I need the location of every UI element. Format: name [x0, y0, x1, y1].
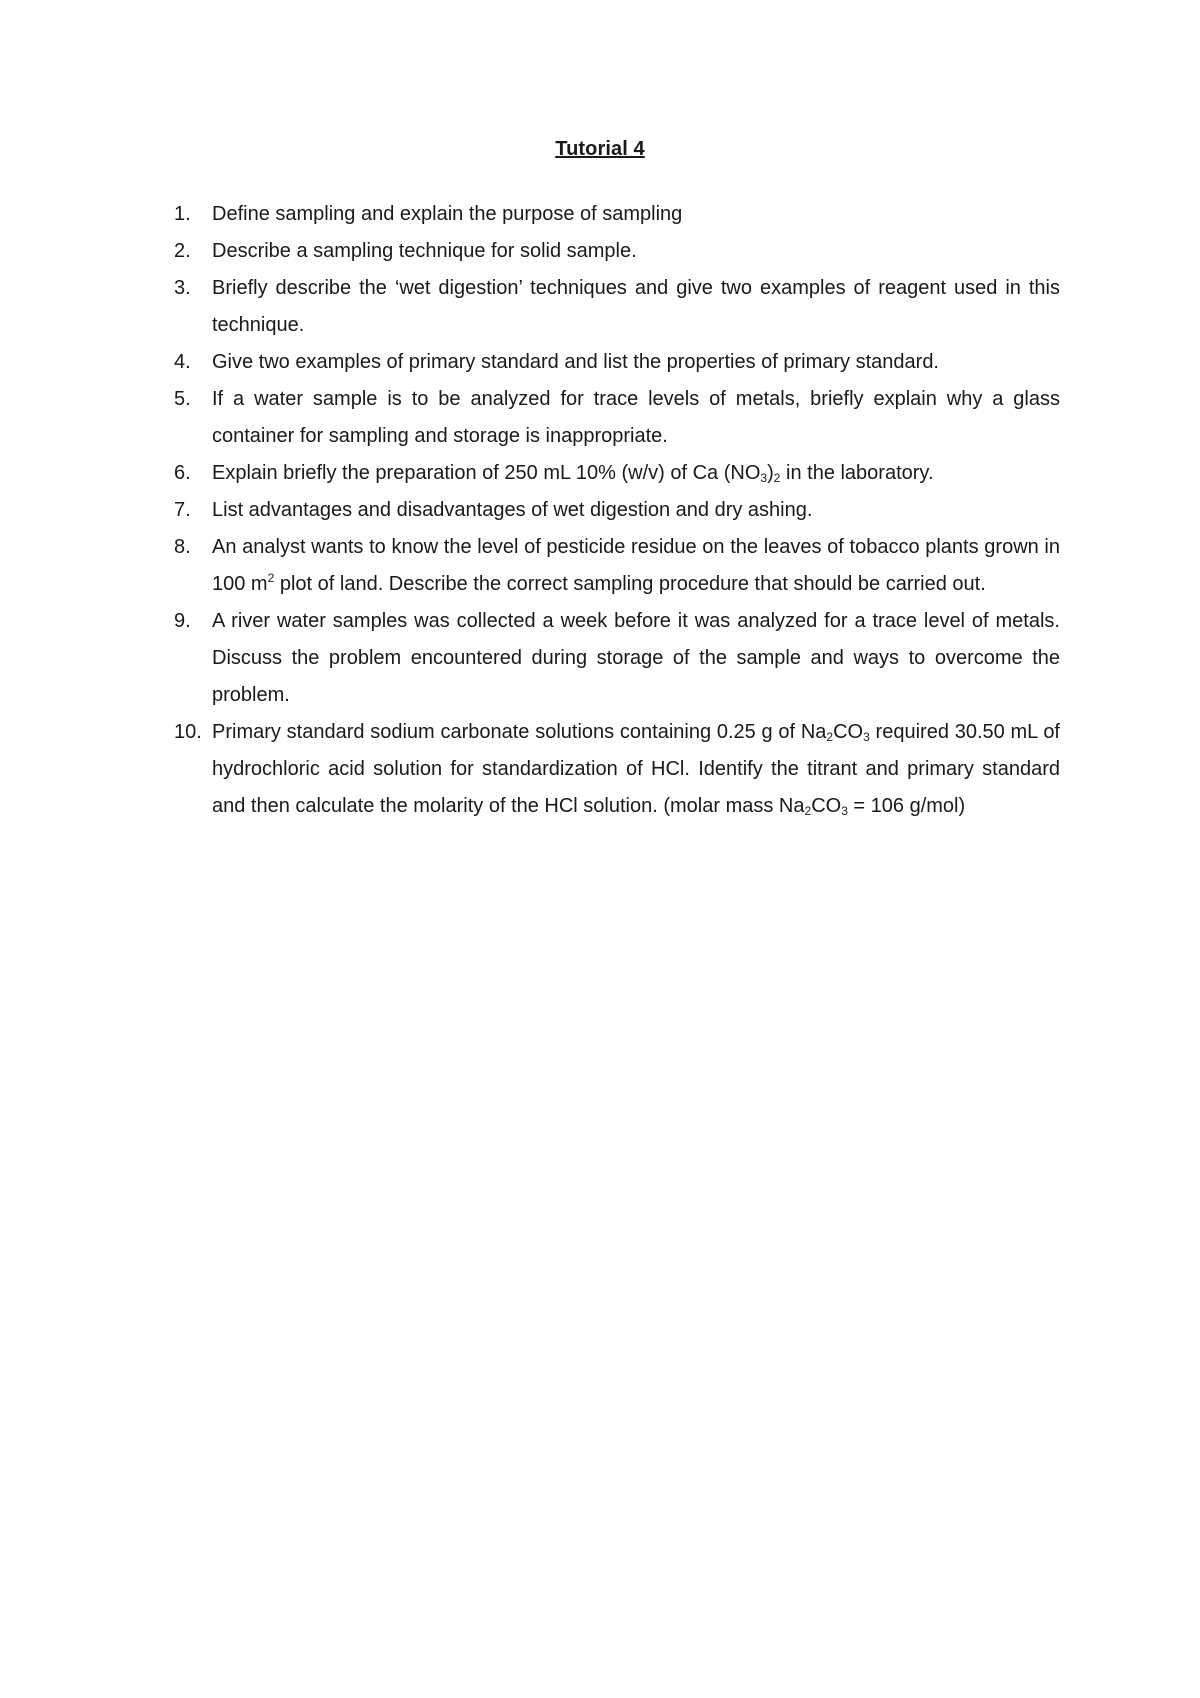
- question-number: 6.: [174, 462, 191, 484]
- question-text-part: CO: [811, 795, 842, 817]
- question-list: [174, 196, 1060, 825]
- question-text: [212, 529, 1060, 603]
- question-text: A river water samples was collected a week before it was analyzed for a trace level of metals. Discuss the problem encountered during storage of the sample and ways to overcome the problem.: [212, 610, 1060, 706]
- question-text: Give two examples of primary standard and list the properties of primary standard.: [212, 351, 939, 373]
- question-1: [174, 196, 1060, 233]
- question-number: 7.: [174, 499, 191, 521]
- question-number: 8.: [174, 536, 191, 558]
- question-text-part: required 30.50 mL of hydrochloric acid solution for standardization of HCl. Identify the titrant and primary standard and then calculate the molarity of the HCl solution. (molar mass Na: [212, 721, 1060, 817]
- question-7: [174, 492, 1060, 529]
- document-title: Tutorial 4: [555, 138, 645, 160]
- question-text: [212, 455, 1060, 492]
- question-text: List advantages and disadvantages of wet digestion and dry ashing.: [212, 499, 813, 521]
- subscript: 3: [863, 730, 870, 744]
- question-5: [174, 381, 1060, 455]
- question-text: Define sampling and explain the purpose of sampling: [212, 203, 683, 225]
- question-number: 1.: [174, 203, 191, 225]
- question-number: 3.: [174, 277, 191, 299]
- question-text-part: CO: [833, 721, 864, 743]
- superscript: 2: [267, 571, 275, 585]
- question-text-part: in the laboratory.: [780, 462, 934, 484]
- subscript: 2: [773, 471, 781, 485]
- question-text-part: Primary standard sodium carbonate solutions containing 0.25 g of Na: [212, 721, 827, 743]
- question-number: 5.: [174, 388, 191, 410]
- question-number: 9.: [174, 610, 191, 632]
- question-text-part: An analyst wants to know the level of pesticide residue on the leaves of tobacco plants grown in 100 m: [212, 536, 1060, 595]
- question-number: 10.: [174, 721, 202, 743]
- question-text: [212, 714, 1060, 825]
- question-number: 2.: [174, 240, 191, 262]
- question-10: [174, 714, 1060, 825]
- question-number: 4.: [174, 351, 191, 373]
- question-text-part: Explain briefly the preparation of 250 mL 10% (w/v) of Ca (NO: [212, 462, 761, 484]
- subscript: 3: [841, 804, 848, 818]
- subscript: 2: [804, 804, 812, 818]
- question-9: [174, 603, 1060, 714]
- question-text-part: plot of land. Describe the correct sampling procedure that should be carried out.: [274, 573, 986, 595]
- question-2: [174, 233, 1060, 270]
- subscript: 2: [826, 730, 834, 744]
- question-text: Describe a sampling technique for solid sample.: [212, 240, 637, 262]
- question-text: Briefly describe the ‘wet digestion’ techniques and give two examples of reagent used in this technique.: [212, 277, 1060, 336]
- question-text: If a water sample is to be analyzed for trace levels of metals, briefly explain why a glass container for sampling and storage is inappropriate.: [212, 388, 1060, 447]
- question-text-part: ): [767, 462, 774, 484]
- question-3: [174, 270, 1060, 344]
- question-4: [174, 344, 1060, 381]
- question-6: [174, 455, 1060, 492]
- question-8: [174, 529, 1060, 603]
- question-text-part: = 106 g/mol): [847, 795, 966, 817]
- subscript: 3: [760, 471, 768, 485]
